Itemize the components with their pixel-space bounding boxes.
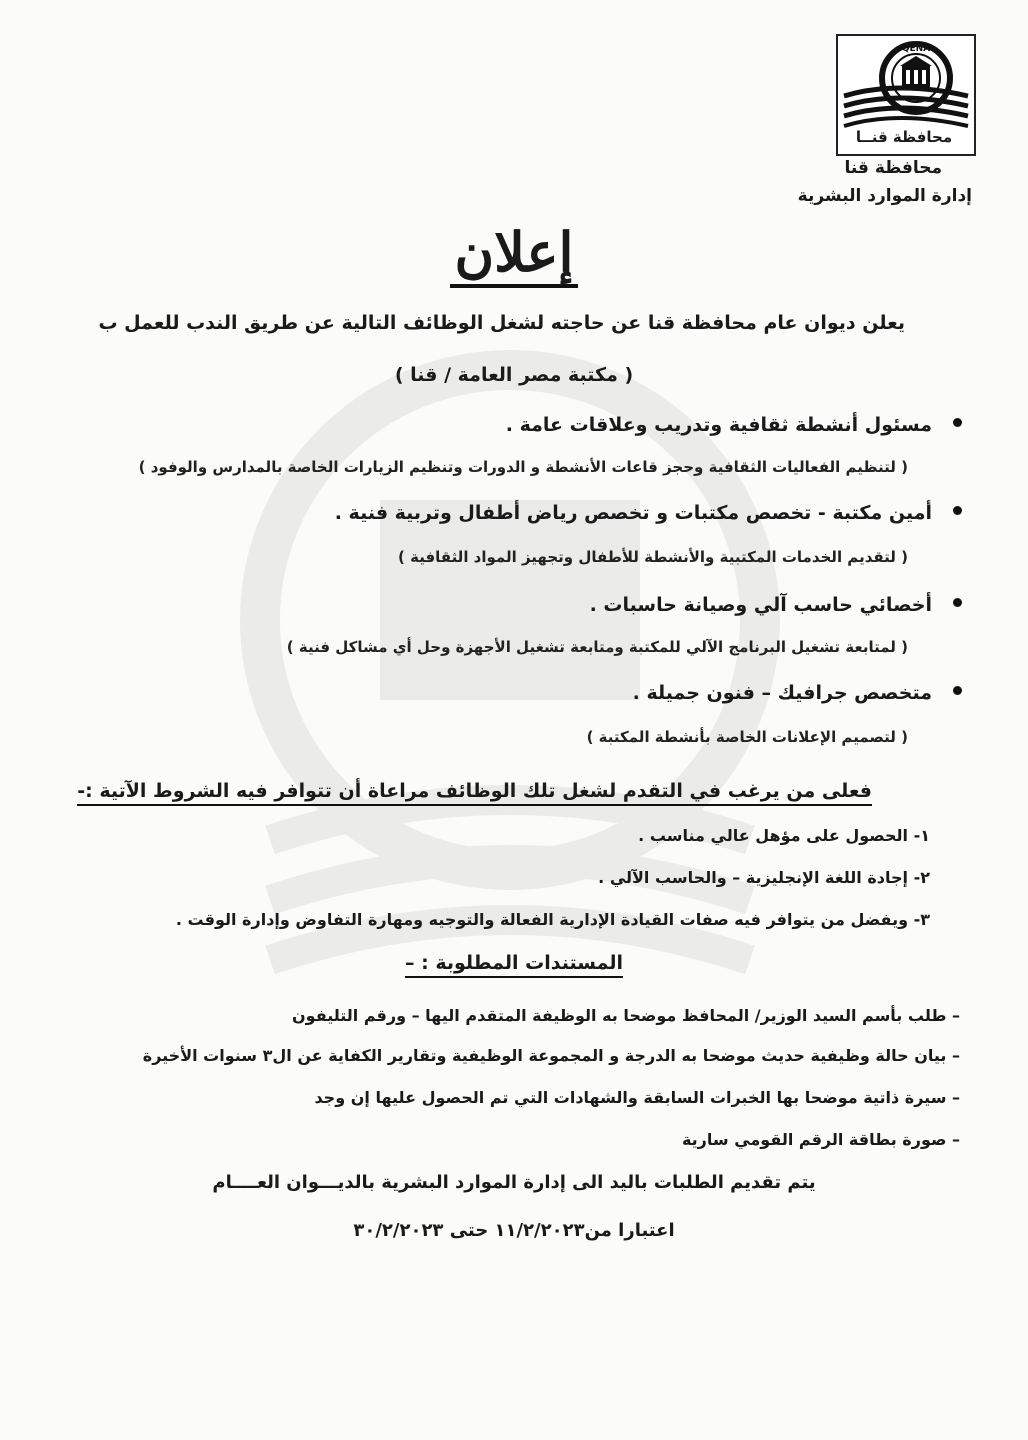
job-description: ( لمتابعة تشغيل البرنامج الآلي للمكتبة ومتابعة تشغيل الأجهزة وحل أي مشاكل فنية )	[286, 638, 908, 656]
job-description: ( لتنظيم الفعاليات الثقافية وحجز قاعات الأنشطة و الدورات وتنظيم الزيارات الخاصة بالمدارس والوفود )	[138, 458, 908, 476]
condition-item: ١- الحصول على مؤهل عالي مناسب .	[638, 826, 930, 845]
condition-item: ٢- إجادة اللغة الإنجليزية – والحاسب الآلي .	[598, 868, 930, 887]
job-description: ( لتصميم الإعلانات الخاصة بأنشطة المكتبة )	[586, 728, 908, 746]
job-title	[590, 594, 932, 616]
library-name: ( مكتبة مصر العامة / قنا )	[394, 364, 634, 386]
bullet-icon	[953, 686, 962, 695]
documents-heading	[0, 952, 1028, 974]
submission-dates: اعتبارا من١١/٢/٢٠٢٣ حتى ٣٠/٢/٢٠٢٣	[353, 1220, 675, 1241]
department-name: إدارة الموارد البشرية	[797, 186, 972, 206]
title-text: إعلان	[450, 220, 577, 288]
job-title-text: أخصائي حاسب آلي وصيانة حاسبات .	[589, 594, 932, 616]
job-title-text: أمين مكتبة - تخصص مكتبات و تخصص رياض أطفال وتربية فنية .	[334, 502, 932, 524]
job-title-text: متخصص جرافيك – فنون جميلة .	[632, 682, 932, 704]
document-item: – سيرة ذاتية موضحا بها الخبرات السابقة والشهادات التي تم الحصول عليها إن وجد	[314, 1088, 960, 1107]
submission-instructions: يتم تقديم الطلبات باليد الى إدارة الموارد البشرية بالديـــوان العــــام	[212, 1172, 816, 1193]
bullet-icon	[953, 598, 962, 607]
document-item: – بيان حالة وظيفية حديث موضحا به الدرجة و المجموعة الوظيفية وتقارير الكفاية عن ال٣ سنوات الأخيرة	[142, 1046, 960, 1065]
job-description: ( لتقديم الخدمات المكتبية والأنشطة للأطفال وتجهيز المواد الثقافية )	[398, 548, 908, 566]
logo-caption: محافظة قنــا	[855, 128, 953, 146]
documents-heading-text: المستندات المطلوبة : –	[405, 952, 623, 978]
job-title	[633, 682, 932, 704]
logo-text: QENA	[901, 44, 931, 54]
conditions-heading: فعلى من يرغب في التقدم لشغل تلك الوظائف مراعاة أن تتوافر فيه الشروط الآتية :-	[77, 780, 872, 806]
job-title-text: مسئول أنشطة ثقافية وتدريب وعلاقات عامة .	[505, 414, 932, 436]
bullet-icon	[953, 418, 962, 427]
job-title	[335, 502, 932, 524]
condition-item: ٣- ويفضل من يتوافر فيه صفات القيادة الإدارية الفعالة والتوجيه ومهارة التفاوض وإدارة الوقت .	[175, 910, 930, 929]
document-item: – طلب بأسم السيد الوزير/ المحافظ موضحا به الوظيفة المتقدم اليها – ورقم التليفون	[292, 1006, 960, 1025]
bullet-icon	[953, 506, 962, 515]
document-item: – صورة بطاقة الرقم القومي سارية	[681, 1130, 960, 1149]
job-title	[506, 414, 932, 436]
logo-emblem-icon	[838, 36, 974, 132]
governorate-name: محافظة قنا	[844, 158, 942, 178]
page-title	[0, 220, 1028, 284]
intro-text: يعلن ديوان عام محافظة قنا عن حاجته لشغل الوظائف التالية عن طريق الندب للعمل ب	[98, 312, 905, 334]
